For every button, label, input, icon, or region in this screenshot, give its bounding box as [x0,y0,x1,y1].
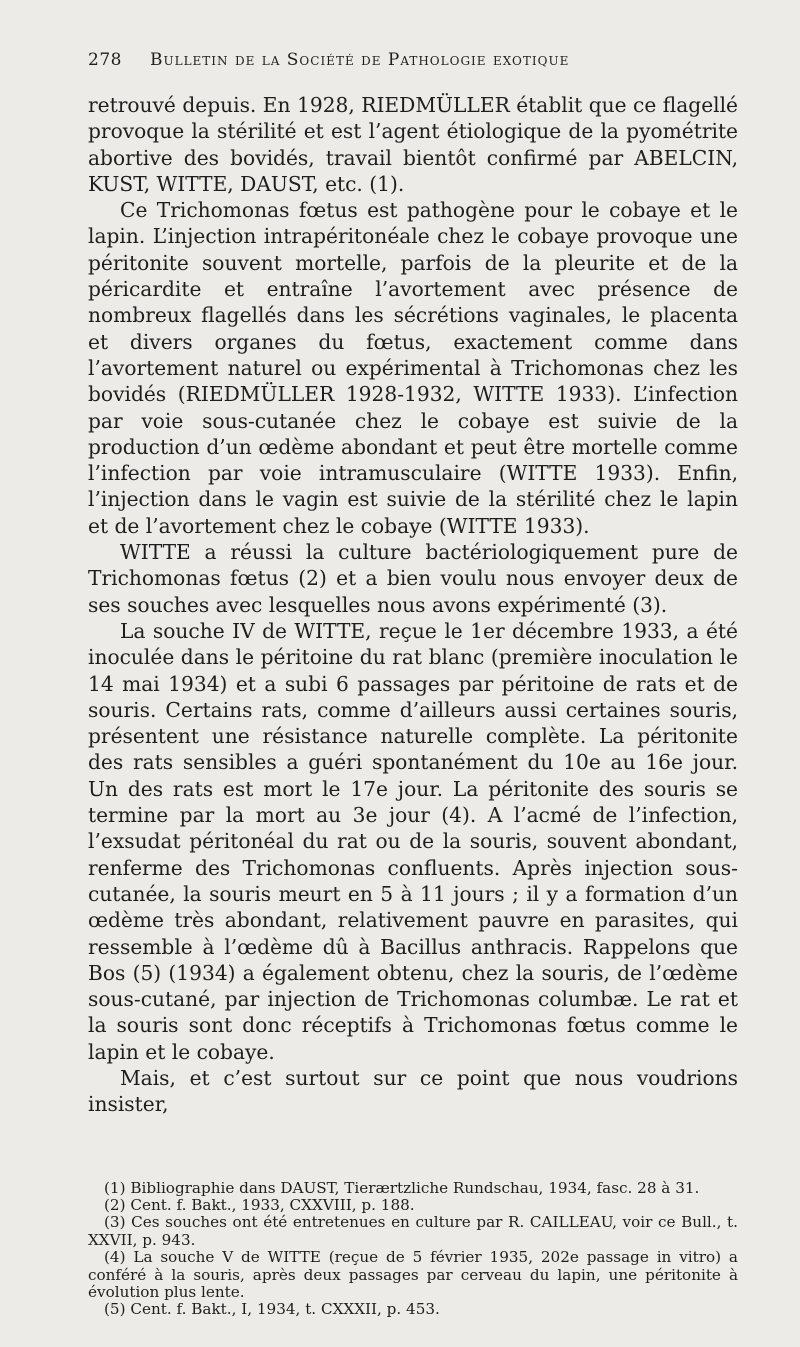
paragraph-3: WITTE a réussi la culture bactériologiquement pure de Trichomonas fœtus (2) et a bien voulu nous envoyer deux de ses souches avec lesquelles nous avons expérimenté (3). [88,540,738,617]
paragraph-1: retrouvé depuis. En 1928, RIEDMÜLLER établit que ce flagellé provoque la stérilité et est l’agent étiologique de la pyométrite abortive des bovidés, travail bientôt confirmé par ABELCIN, KUST, WITTE, DAUST, etc. (1). [88,93,738,196]
running-head [88,50,738,70]
journal-title: Bulletin de la Société de Pathologie exotique [150,50,570,70]
paragraph-5: Mais, et c’est surtout sur ce point que nous voudrions insister, [88,1065,738,1117]
footnote-2: (2) Cent. f. Bakt., 1933, CXXVIII, p. 188. [104,1195,415,1214]
paragraph-4: La souche IV de WITTE, reçue le 1er décembre 1933, a été inoculée dans le péritoine du rat blanc (première inoculation le 14 mai 1934) et a subi 6 passages par péritoine de rats et de souris. Certains rats, comme d’ailleurs aussi certaines souris, présentent une résistance naturelle complète. La péritonite des rats sensibles a guéri spontanément du 10e au 16e jour. Un des rats est mort le 17e jour. La péritonite des souris se termine par la mort au 3e jour (4). A l’acmé de l’infection, l’exsudat péritonéal du rat ou de la souris, souvent abondant, renferme des Trichomonas confluents. Après injection sous-cutanée, la souris meurt en 5 à 11 jours ; il y a formation d’un œdème très abondant, relativement pauvre en parasites, qui ressemble à l’œdème dû à Bacillus anthracis. Rappelons que Bos (5) (1934) a également obtenu, chez la souris, de l’œdème sous-cutané, par injection de Trichomonas columbæ. Le rat et la souris sont donc réceptifs à Trichomonas fœtus comme le lapin et le cobaye. [88,618,738,1064]
footnote-5: (5) Cent. f. Bakt., I, 1934, t. CXXXII, p. 453. [104,1300,440,1319]
footnote-3: (3) Ces souches ont été entretenues en culture par R. CAILLEAU, voir ce Bull., t. XXVII, p. 943. [88,1213,738,1249]
body-text [88,92,738,1118]
footnote-4: (4) La souche V de WITTE (reçue de 5 février 1935, 202e passage in vitro) a conféré à la souris, après deux passages par cerveau du lapin, une péritonite à évolution plus lente. [88,1248,738,1302]
footnotes [88,1180,738,1319]
paragraph-2: Ce Trichomonas fœtus est pathogène pour le cobaye et le lapin. L’injection intrapéritonéale chez le cobaye provoque une péritonite souvent mortelle, parfois de la pleurite et de la péricardite et entraîne l’avortement avec présence de nombreux flagellés dans les sécrétions vaginales, le placenta et divers organes du fœtus, exactement comme dans l’avortement naturel ou expérimental à Trichomonas chez les bovidés (RIEDMÜLLER 1928-1932, WITTE 1933). L’infection par voie sous-cutanée chez le cobaye est suivie de la production d’un œdème abondant et peut être mortelle comme l’infection par voie intramusculaire (WITTE 1933). Enfin, l’injection dans le vagin est suivie de la stérilité chez le lapin et de l’avortement chez le cobaye (WITTE 1933). [88,198,738,538]
footnote-1: (1) Bibliographie dans DAUST, Tierærtzliche Rundschau, 1934, fasc. 28 à 31. [104,1178,700,1197]
page-number: 278 [88,50,122,70]
